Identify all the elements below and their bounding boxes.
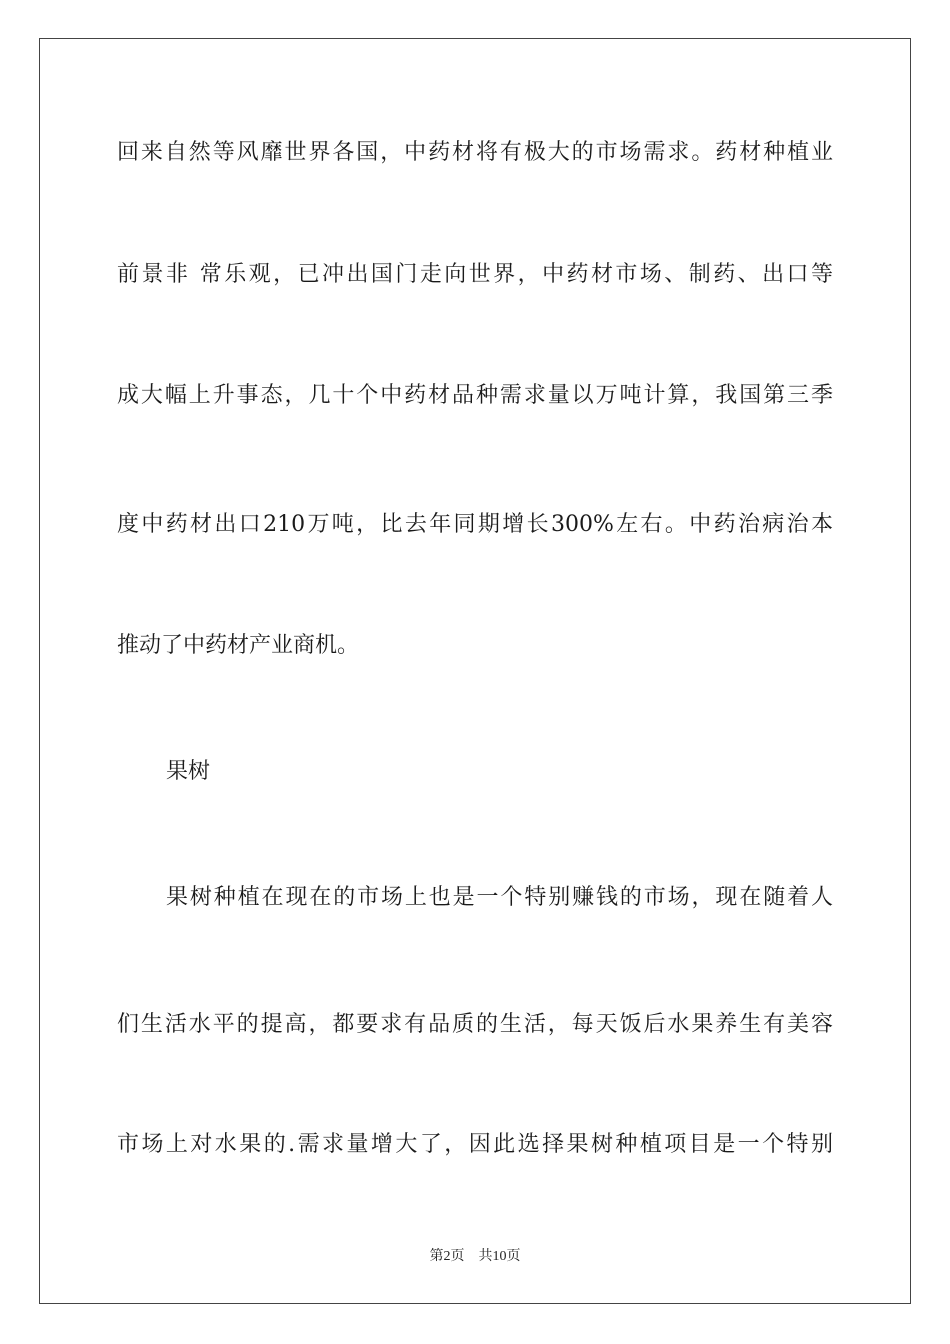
paragraph-line: 果树种植在现在的市场上也是一个特别赚钱的市场，现在随着人 xyxy=(166,885,833,910)
paragraph-line: 们生活水平的提高，都要求有品质的生活，每天饭后水果养生有美容 xyxy=(117,1012,833,1037)
paragraph-line: 回来自然等风靡世界各国，中药材将有极大的市场需求。药材种植业 xyxy=(117,140,833,165)
paragraph-line: 市场上对水果的.需求量增大了，因此选择果树种植项目是一个特别 xyxy=(117,1132,833,1157)
page-border xyxy=(39,38,911,1304)
paragraph-line: 前景非 常乐观，已冲出国门走向世界，中药材市场、制药、出口等 xyxy=(117,262,833,287)
page-total: 共10页 xyxy=(478,1249,521,1264)
paragraph-line: 推动了中药材产业商机。 xyxy=(117,633,360,658)
page-footer xyxy=(0,1247,950,1267)
paragraph-line: 成大幅上升事态，几十个中药材品种需求量以万吨计算，我国第三季 xyxy=(117,383,833,408)
paragraph-line: 度中药材出口210万吨，比去年同期增长300%左右。中药治病治本 xyxy=(117,512,833,537)
page-number: 第2页 xyxy=(429,1249,465,1264)
section-heading: 果树 xyxy=(166,759,211,784)
